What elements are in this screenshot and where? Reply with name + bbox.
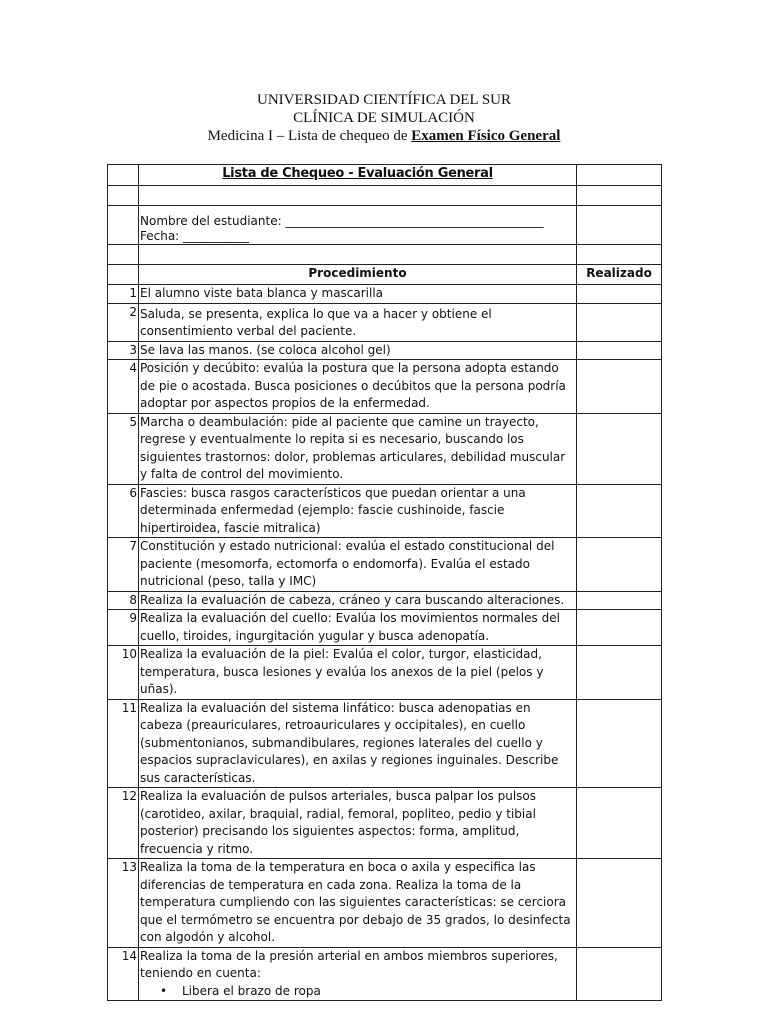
done-checkbox-cell[interactable] [577,947,662,1001]
procedure-text: Realiza la evaluación de cabeza, cráneo y cara buscando alteraciones. [139,591,577,610]
procedure-text: Realiza la evaluación de pulsos arteriales, busca palpar los pulsos (carotideo, axilar, braquial, radial, femoral, popliteo, pedio y tibial posterior) precisando los siguientes aspectos: forma, amplitud, frecuencia y ritmo. [139,788,577,859]
procedure-text: Posición y decúbito: evalúa la postura que la persona adopta estando de pie o acostada. Busca posiciones o decúbitos que la persona podría adoptar por aspectos propios de la enfermedad. [139,360,577,414]
done-checkbox-cell[interactable] [577,285,662,304]
blank-row [108,245,662,265]
bullet-icon: • [160,983,168,998]
row-number: 8 [108,591,139,610]
table-row [108,484,662,538]
done-checkbox-cell[interactable] [577,303,662,341]
row-number: 5 [108,413,139,484]
done-checkbox-cell[interactable] [577,646,662,700]
empty-cell [108,265,139,285]
date-field[interactable]: Fecha: ___________ [140,229,250,243]
done-checkbox-cell[interactable] [577,341,662,360]
row-number: 13 [108,859,139,948]
row-number: 2 [108,303,139,341]
subtitle-exam-name: Examen Físico General [411,128,561,144]
empty-cell [577,245,662,265]
done-checkbox-cell[interactable] [577,859,662,948]
empty-cell [108,206,139,245]
table-row [108,285,662,304]
row-number: 7 [108,538,139,592]
procedure-text: Marcha o deambulación: pide al paciente que camine un trayecto, regrese y eventualmente lo repita si es necesario, buscando los siguientes trastornos: dolor, problemas articulares, debilidad muscular y falta de control del movimiento. [139,413,577,484]
done-checkbox-cell[interactable] [577,484,662,538]
row-number: 9 [108,610,139,646]
row-number: 10 [108,646,139,700]
checklist-table [107,164,662,1001]
done-checkbox-cell[interactable] [577,591,662,610]
document-subtitle [0,128,768,145]
table-row [108,341,662,360]
procedure-subitem-list [140,983,575,1001]
table-row [108,413,662,484]
student-info-cell [139,206,577,245]
procedure-text: Realiza la toma de la temperatura en boca o axila y especifica las diferencias de temperatura en cada zona. Realiza la toma de la temperatura cumpliendo con las siguientes características: se cerciora que el termómetro se encuentra por debajo de 35 grados, lo desinfecta con algodón y alcohol. [139,859,577,948]
procedure-text: Constitución y estado nutricional: evalúa el estado constitucional del paciente (mesomorfa, ectomorfa o endomorfa). Evalúa el estado nutricional (peso, talla y IMC) [139,538,577,592]
done-checkbox-cell[interactable] [577,360,662,414]
procedure-cell [139,947,577,1001]
blank-row [108,186,662,206]
procedure-column-header: Procedimiento [139,265,577,285]
student-name-field[interactable]: Nombre del estudiante: ___________________________________________ [140,214,544,228]
list-item [160,983,575,1001]
table-title: Lista de Chequeo - Evaluación General [139,165,577,186]
procedure-text: Se lava las manos. (se coloca alcohol gel) [139,341,577,360]
row-number: 12 [108,788,139,859]
table-row [108,947,662,1001]
clinic-name: CLÍNICA DE SIMULACIÓN [293,110,475,126]
empty-cell [139,245,577,265]
column-header-row [108,265,662,285]
empty-cell [108,186,139,206]
empty-cell [577,206,662,245]
procedure-text: Fascies: busca rasgos característicos que puedan orientar a una determinada enfermedad (ejemplo: fascie cushinoide, fascie hipertiroidea, fascie mitralica) [139,484,577,538]
subitem-text: Libera el brazo de ropa [182,983,321,998]
table-row [108,610,662,646]
empty-cell [577,165,662,186]
table-title-row [108,165,662,186]
procedure-text: El alumno viste bata blanca y mascarilla [139,285,577,304]
procedure-text: Realiza la toma de la presión arterial en ambos miembros superiores, teniendo en cuenta: [140,948,558,980]
table-row [108,591,662,610]
table-row [108,303,662,341]
done-checkbox-cell[interactable] [577,538,662,592]
done-checkbox-cell[interactable] [577,699,662,788]
row-number: 3 [108,341,139,360]
procedure-text: Realiza la evaluación del cuello: Evalúa los movimientos normales del cuello, tiroides, ingurgitación yugular y busca adenopatía. [139,610,577,646]
student-info-row [108,206,662,245]
done-checkbox-cell[interactable] [577,610,662,646]
row-number: 11 [108,699,139,788]
row-number: 6 [108,484,139,538]
row-number: 4 [108,360,139,414]
procedure-text: Realiza la evaluación de la piel: Evalúa el color, turgor, elasticidad, temperatura, busca lesiones y evalúa los anexos de la piel (pelos y uñas). [139,646,577,700]
empty-cell [108,165,139,186]
procedure-text: Saluda, se presenta, explica lo que va a hacer y obtiene el consentimiento verbal del paciente. [139,303,577,341]
table-row [108,699,662,788]
done-column-header: Realizado [577,265,662,285]
table-row [108,788,662,859]
row-number: 1 [108,285,139,304]
university-name: UNIVERSIDAD CIENTÍFICA DEL SUR [256,92,512,108]
done-checkbox-cell[interactable] [577,788,662,859]
empty-cell [577,186,662,206]
empty-cell [139,186,577,206]
table-row [108,360,662,414]
done-checkbox-cell[interactable] [577,413,662,484]
subtitle-prefix: Medicina I – Lista de chequeo de [207,128,412,144]
row-number: 14 [108,947,139,1001]
procedure-text: Realiza la evaluación del sistema linfático: busca adenopatias en cabeza (preauriculares, retroauriculares y occipitales), en cuello (submentonianos, submandibulares, regiones laterales del cuello y espacios supraclaviculares), en axilas y regiones inguinales. Describe sus características. [139,699,577,788]
empty-cell [108,245,139,265]
table-row [108,859,662,948]
table-row [108,538,662,592]
table-row [108,646,662,700]
